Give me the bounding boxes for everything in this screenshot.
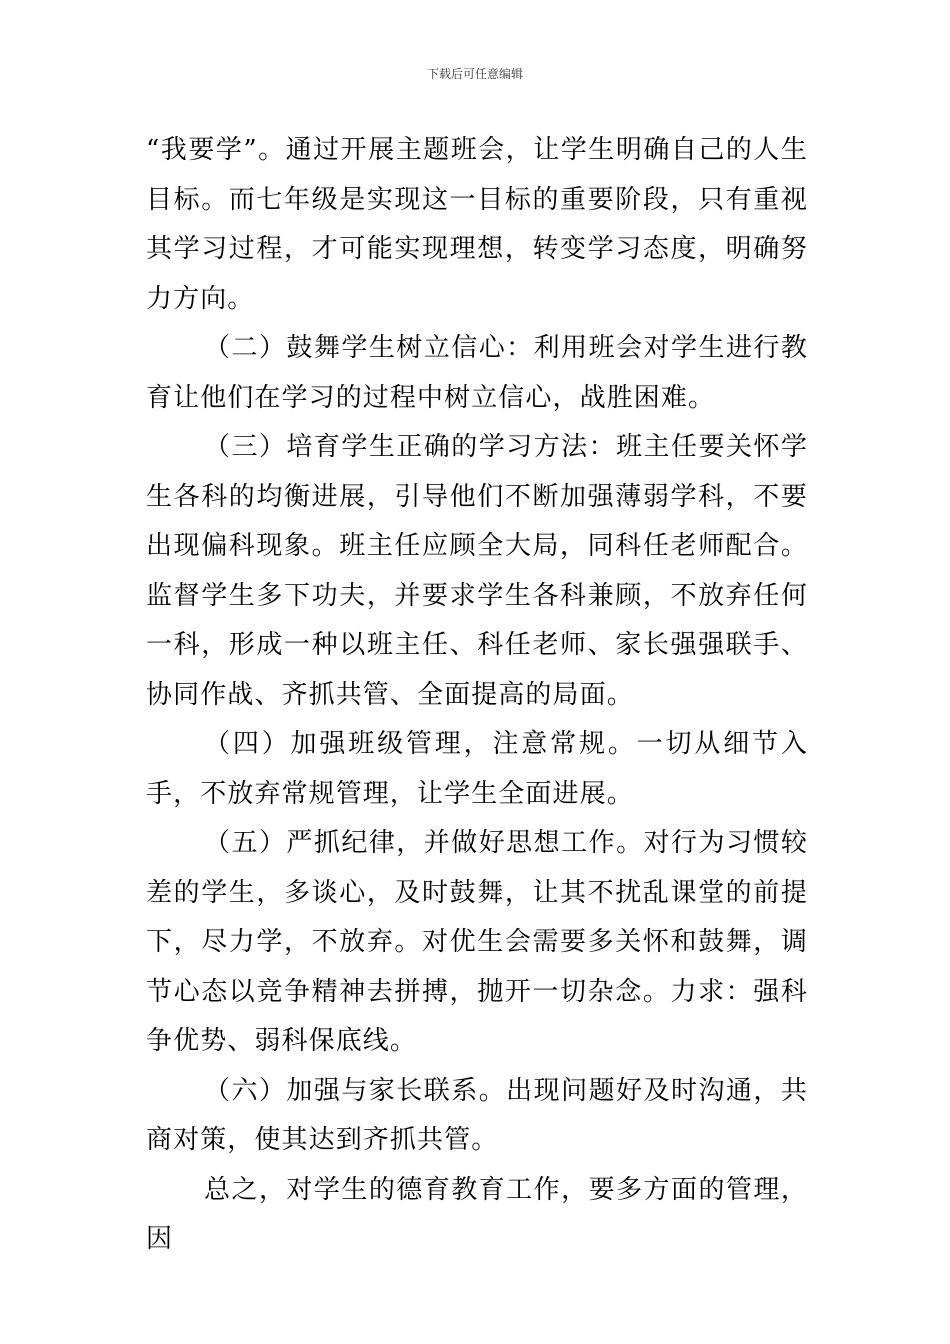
paragraph-item-4: （四）加强班级管理，注意常规。一切从细节入手，不放弃常规管理，让学生全面进展。 (146, 729, 808, 809)
paragraph-item-5: （五）严抓纪律，并做好思想工作。对行为习惯较差的学生，多谈心，及时鼓舞，让其不扰乱课堂的前提下，尽力学，不放弃。对优生会需要多关怀和鼓舞，调节心态以竞争精神去拼搏，抛开一切杂念。力求：强科争优势、弱科保底线。 (146, 828, 808, 1056)
paragraph-item-3: （三）培育学生正确的学习方法：班主任要关怀学生各科的均衡进展，引导他们不断加强薄弱学科，不要出现偏科现象。班主任应顾全大局，同科任老师配合。监督学生多下功夫，并要求学生各科兼顾，不放弃任何一科，形成一种以班主任、科任老师、家长强强联手、协同作战、齐抓共管、全面提高的局面。 (146, 432, 808, 710)
paragraph-continuation: “我要学”。通过开展主题班会，让学生明确自己的人生目标。而七年级是实现这一目标的重要阶段，只有重视其学习过程，才可能实现理想，转变学习态度，明确努力方向。 (146, 135, 808, 314)
page-header-note: 下载后可任意编辑 (426, 67, 523, 81)
paragraph-item-2: （二）鼓舞学生树立信心：利用班会对学生进行教育让他们在学习的过程中树立信心，战胜困难。 (146, 333, 808, 413)
paragraph-item-6: （六）加强与家长联系。出现问题好及时沟通，共商对策，使其达到齐抓共管。 (146, 1075, 808, 1155)
document-body (146, 126, 808, 1265)
paragraph-conclusion: 总之，对学生的德育教育工作，要多方面的管理，因 (146, 1174, 808, 1254)
